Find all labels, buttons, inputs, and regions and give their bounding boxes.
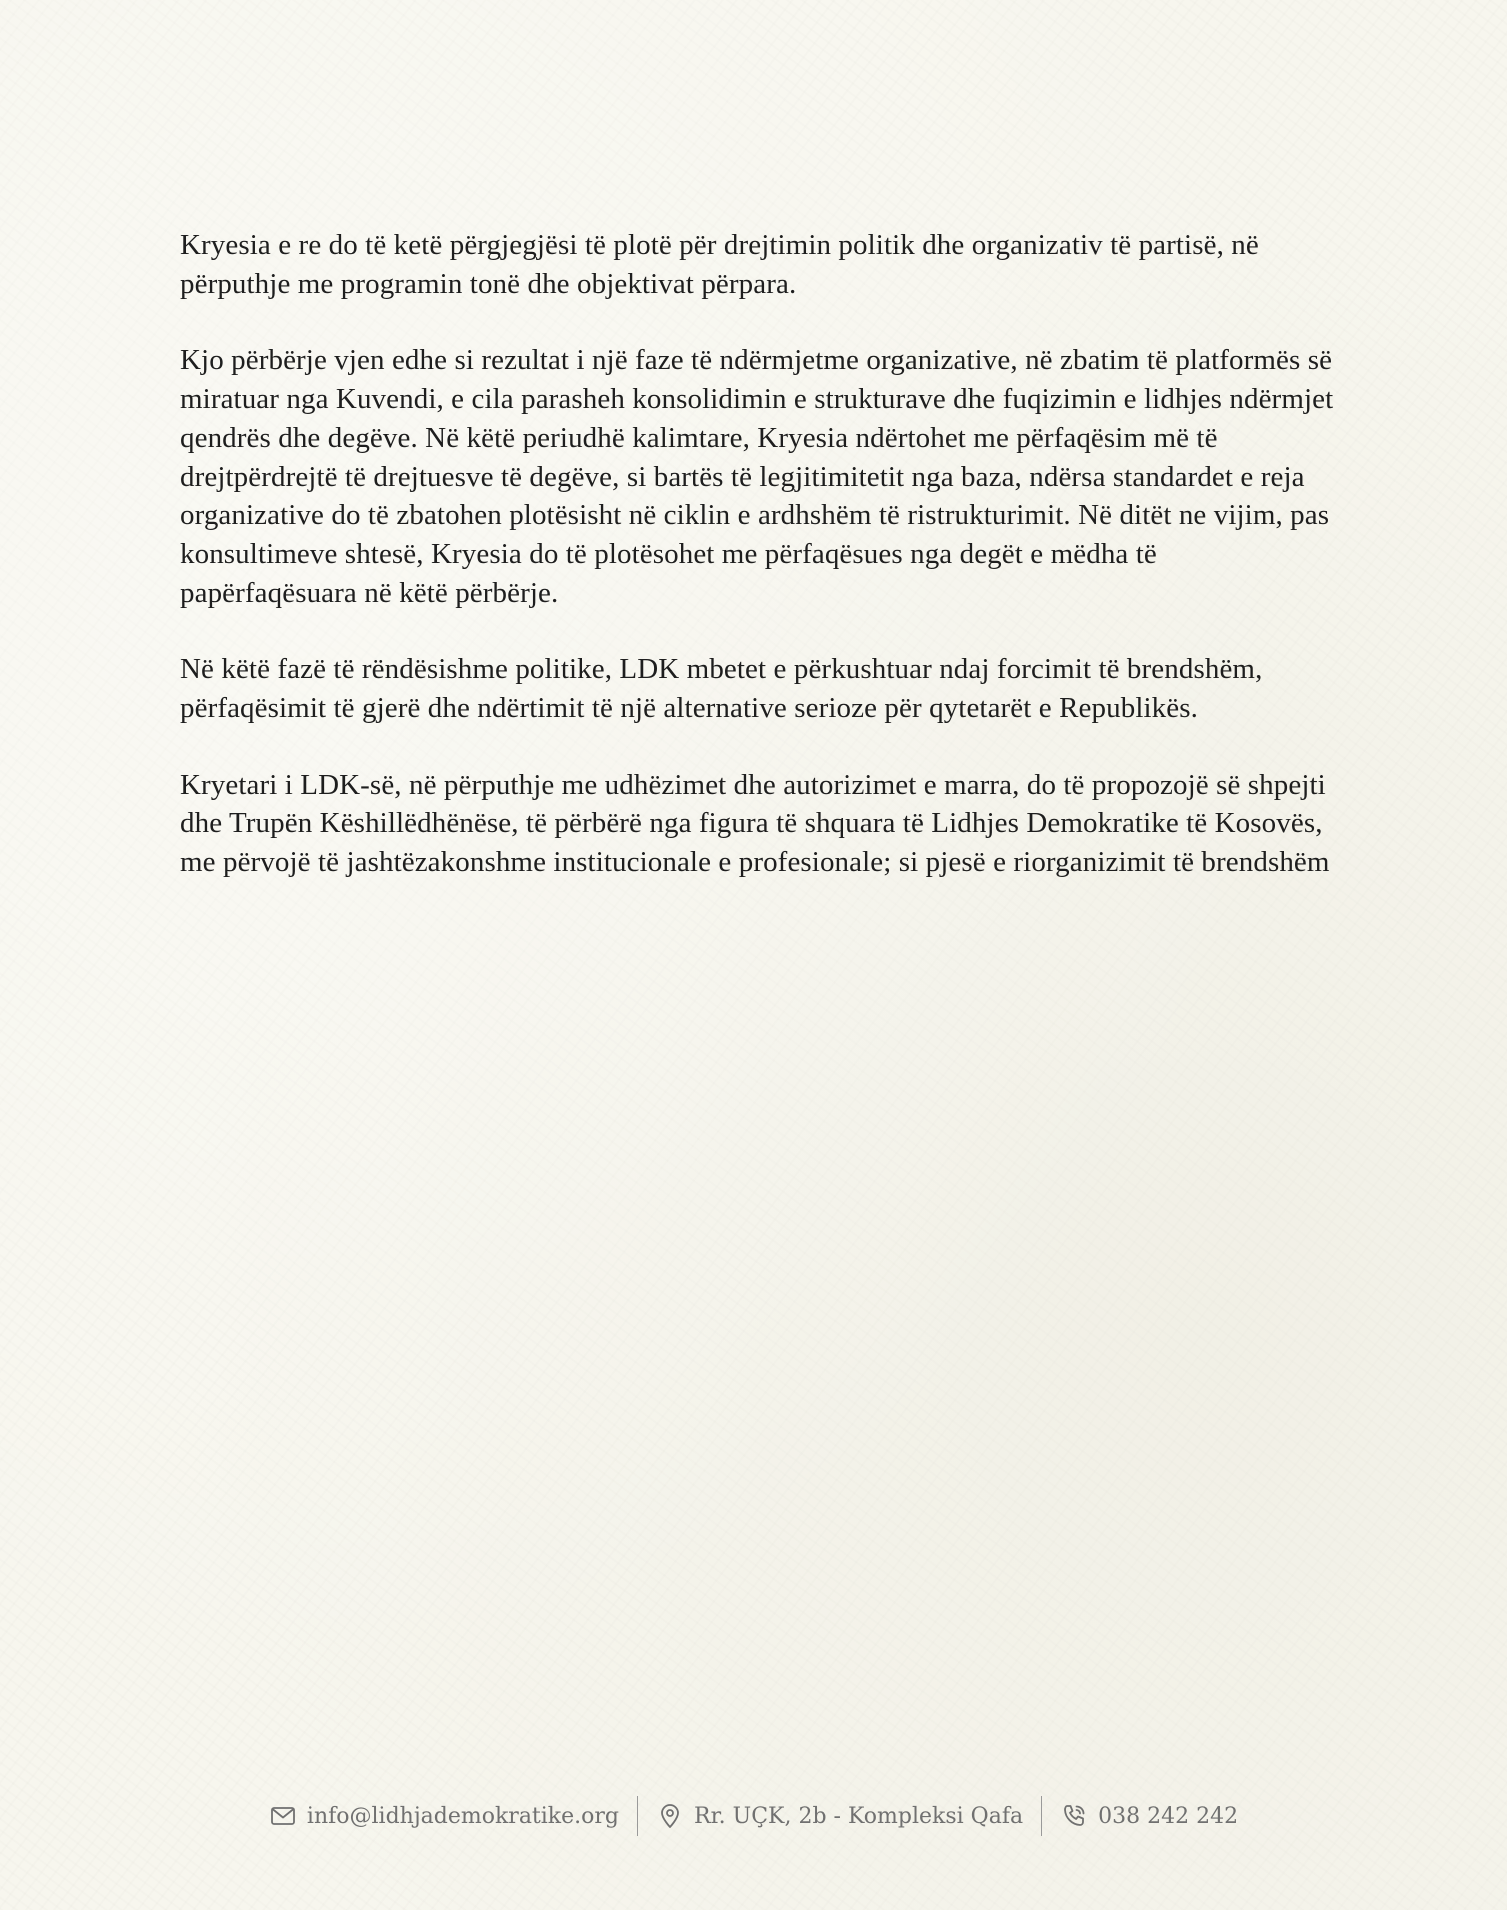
document-body <box>180 226 1340 920</box>
footer-email-text[interactable]: info@lidhjademokratike.org <box>306 1803 619 1829</box>
phone-icon <box>1060 1802 1088 1830</box>
paragraph-1: Kryesia e re do të ketë përgjegjësi të plotë për drejtimin politik dhe organizativ të partisë, në përputhje me programin tonë dhe objektivat përpara. <box>180 229 1259 300</box>
envelope-icon <box>269 1802 297 1830</box>
footer-phone-text[interactable]: 038 242 242 <box>1098 1803 1239 1829</box>
footer-address <box>638 1796 1041 1836</box>
map-pin-icon <box>656 1802 684 1830</box>
paragraph-4: Kryetari i LDK-së, në përputhje me udhëzimet dhe autorizimet e marra, do të propozojë së shpejti dhe Trupën Këshillëdhënëse, të përbërë nga figura të shquara të Lidhjes Demokratike të Kosovës, me përvojë të jashtëzakonshme institucionale e profesionale; si pjesë e riorganizimit të brendshëm <box>180 768 1330 879</box>
paragraph-3: Në këtë fazë të rëndësishme politike, LDK mbetet e përkushtuar ndaj forcimit të brendshëm, përfaqësimit të gjerë dhe ndërtimit të një alternative serioze për qytetarët e Republikës. <box>180 653 1263 725</box>
footer-phone[interactable] <box>1042 1796 1256 1836</box>
footer-email[interactable] <box>251 1796 637 1836</box>
footer-address-text: Rr. UÇK, 2b - Kompleksi Qafa <box>694 1803 1024 1829</box>
paragraph-2: Kjo përbërje vjen edhe si rezultat i një faze të ndërmjetme organizative, në zbatim të platformës së miratuar nga Kuvendi, e cila parasheh konsolidimin e strukturave dhe fuqizimin e lidhjes ndërmjet qendrës dhe degëve. Në këtë periudhë kalimtare, Kryesia ndërtohet me përfaqësim më të drejtpërdrejtë të drejtuesve të degëve, si bartës të legjitimitetit nga baza, ndërsa standardet e reja organizative do të zbatohen plotësisht në ciklin e ardhshëm të ristrukturimit. Në ditët ne vijim, pas konsultimeve shtesë, Kryesia do të plotësohet me përfaqësues nga degët e mëdha të papërfaqësuara në këtë përbërje. <box>180 344 1334 609</box>
contact-footer <box>0 1796 1507 1836</box>
